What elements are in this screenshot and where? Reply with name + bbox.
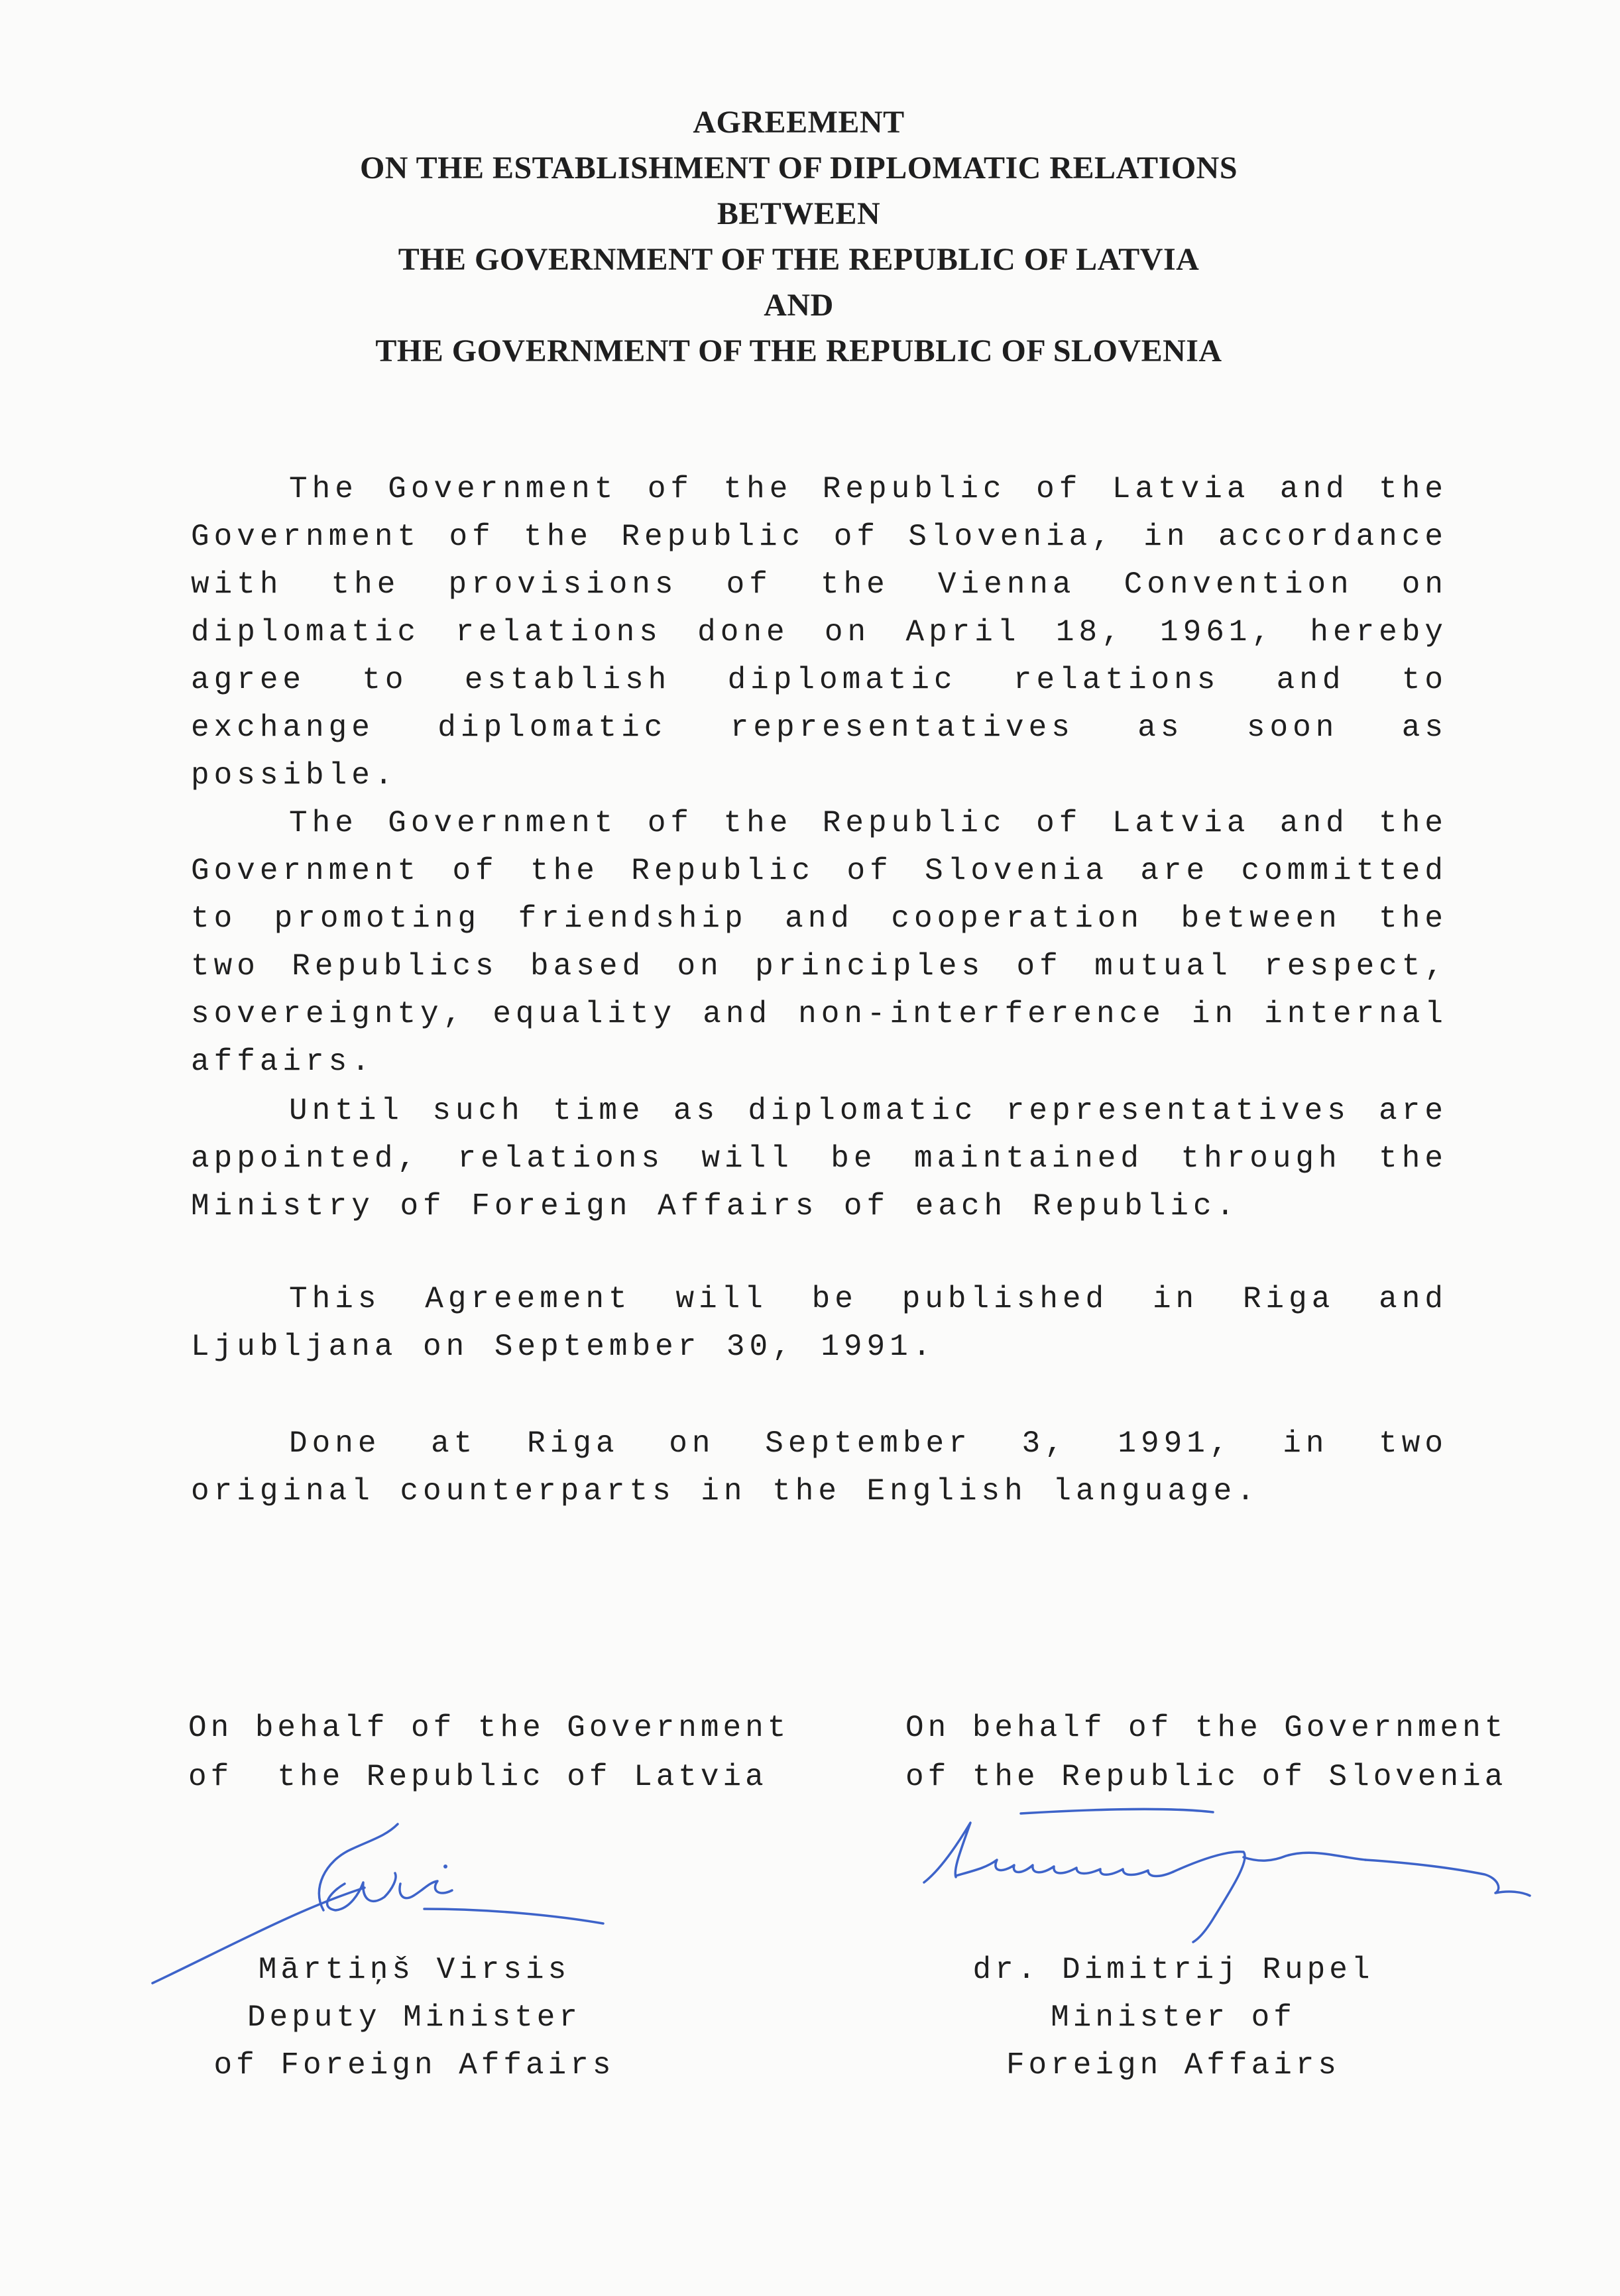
paragraph-1-text: The Government of the Republic of Latvia and the Government of the Republic of Slovenia, in accordance with the provisions of the Vienna Convention on diplomatic relations done on April 18, 1961, hereby agree to establish diplomatic relations and to exchange diplomatic representatives as soon as possible.: [191, 472, 1448, 793]
paragraph-5: [191, 1420, 1448, 1515]
behalf-latvia-line1: On behalf of the Government: [188, 1711, 790, 1745]
behalf-latvia-line2: of the Republic of Latvia: [188, 1760, 768, 1794]
signer-slovenia-title-line2: Foreign Affairs: [1006, 2048, 1341, 2083]
title-line-slovenia: THE GOVERNMENT OF THE REPUBLIC OF SLOVENIA: [375, 333, 1222, 369]
signer-slovenia-title-line1: Minister of: [1051, 2000, 1296, 2035]
paragraph-4-text: This Agreement will be published in Riga and Ljubljana on September 30, 1991.: [191, 1282, 1448, 1364]
paragraph-2: [191, 799, 1448, 1086]
paragraph-3-text: Until such time as diplomatic representatives are appointed, relations will be maintained through the Ministry of Foreign Affairs of each Republic.: [191, 1094, 1448, 1224]
paragraph-2-text: The Government of the Republic of Latvia and the Government of the Republic of Slovenia are committed to promoting friendship and cooperation between the two Republics based on principles of mutual respect, sovereignty, equality and non-interference in internal affairs.: [191, 806, 1448, 1079]
document-title: [199, 99, 1399, 374]
title-line-agreement: AGREEMENT: [693, 105, 905, 140]
paragraph-1: [191, 465, 1448, 799]
title-line-latvia: THE GOVERNMENT OF THE REPUBLIC OF LATVIA: [398, 242, 1200, 277]
signer-latvia: [199, 1946, 630, 2089]
signer-slovenia-name: dr. Dimitrij Rupel: [972, 1953, 1374, 1987]
paragraph-3: [191, 1087, 1448, 1230]
title-line-establishment: ON THE ESTABLISHMENT OF DIPLOMATIC RELATIONS: [359, 150, 1238, 186]
title-line-between: BETWEEN: [717, 196, 881, 231]
paragraph-5-text: Done at Riga on September 3, 1991, in two original counterparts in the English language.: [191, 1426, 1448, 1509]
signer-slovenia: [948, 1946, 1399, 2089]
paragraph-4: [191, 1275, 1448, 1371]
signer-latvia-title-line1: Deputy Minister: [247, 2000, 582, 2035]
title-line-and: AND: [764, 288, 834, 323]
behalf-slovenia: [905, 1703, 1507, 1802]
behalf-slovenia-line1: On behalf of the Government: [905, 1711, 1507, 1745]
signer-latvia-title-line2: of Foreign Affairs: [213, 2048, 615, 2083]
signature-slovenia-icon: [915, 1796, 1538, 1949]
signer-latvia-name: Mārtiņš Virsis: [258, 1953, 571, 1987]
behalf-slovenia-line2: of the Republic of Slovenia: [905, 1760, 1507, 1794]
behalf-latvia: [188, 1703, 789, 1802]
